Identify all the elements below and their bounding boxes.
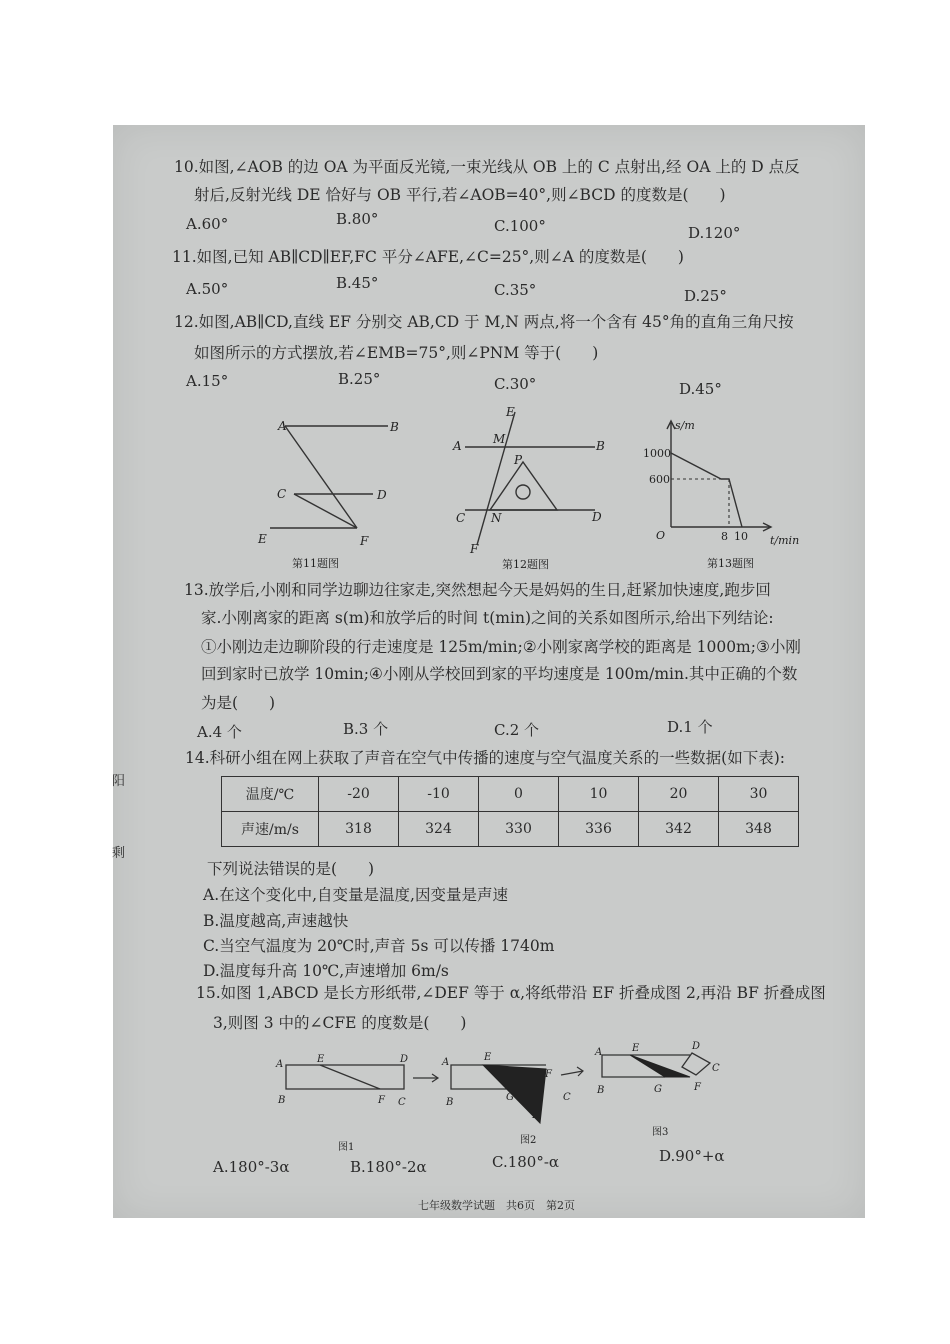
fig15-1-label-e: E [317, 1054, 325, 1065]
fig12-caption: 第12题图 [502, 558, 549, 571]
fig11-label-e: E [258, 532, 267, 546]
figure-12 [445, 400, 615, 570]
q10-option-c: C.100° [494, 217, 546, 235]
fig13-x1: 8 [721, 530, 728, 543]
q14-option-c: C.当空气温度为 20℃时,声音 5s 可以传播 1740m [203, 937, 555, 955]
q13-line2: 家.小刚离家的距离 s(m)和放学后的时间 t(min)之间的关系如图所示,给出下列结论: [201, 609, 774, 627]
fig15-caption-3: 图3 [652, 1127, 669, 1138]
q13-line5: 为是( ) [201, 694, 276, 712]
fig15-3-label-a: A [595, 1047, 603, 1058]
table-cell: 10 [559, 777, 639, 812]
table-header-temperature: 温度/℃ [222, 777, 319, 812]
q13-option-d: D.1 个 [667, 718, 713, 736]
fig15-1-label-b: B [278, 1095, 286, 1106]
fig15-1-label-a: A [276, 1059, 284, 1070]
q14-option-b: B.温度越高,声速越快 [203, 912, 349, 930]
fig15-2-label-g: G [506, 1092, 514, 1103]
q13-line3: ①小刚边走边聊阶段的行走速度是 125m/min;②小刚家离学校的距离是 1000m;③小刚 [201, 638, 801, 656]
fig15-3-label-g: G [654, 1084, 662, 1095]
fig12-label-p: P [514, 453, 523, 467]
q10-line2: 射后,反射光线 DE 恰好与 OB 平行,若∠AOB=40°,则∠BCD 的度数是( ) [194, 186, 726, 204]
fig15-2-label-c: C [563, 1092, 571, 1103]
table-cell: 324 [399, 812, 479, 847]
q12-option-d: D.45° [679, 380, 722, 398]
fig15-3-label-f: F [694, 1082, 701, 1093]
q14-option-a: A.在这个变化中,自变量是温度,因变量是声速 [203, 886, 508, 904]
q14-line1: 14.科研小组在网上获取了声音在空气中传播的速度与空气温度关系的一些数据(如下表): [185, 749, 785, 767]
q13-line1: 13.放学后,小刚和同学边聊边往家走,突然想起今天是妈妈的生日,赶紧加快速度,跑步回 [184, 581, 771, 599]
q14-prompt: 下列说法错误的是( ) [207, 860, 375, 878]
table-cell: 30 [719, 777, 799, 812]
fig11-label-c: C [277, 487, 287, 501]
fig13-y1: 1000 [643, 447, 671, 460]
fig13-origin: O [656, 529, 666, 542]
q10-line1: 10.如图,∠AOB 的边 OA 为平面反光镜,一束光线从 OB 上的 C 点射出,经 OA 上的 D 点反 [174, 158, 800, 176]
q13-option-c: C.2 个 [494, 721, 540, 739]
table-cell: 0 [479, 777, 559, 812]
fig15-2-label-b: B [446, 1097, 454, 1108]
table-cell: 336 [559, 812, 639, 847]
table-cell: -10 [399, 777, 479, 812]
q11-option-c: C.35° [494, 281, 537, 299]
fig15-caption-2: 图2 [520, 1135, 537, 1146]
q13-option-b: B.3 个 [343, 720, 389, 738]
table-row [222, 777, 799, 812]
page-footer: 七年级数学试题 共6页 第2页 [418, 1199, 575, 1212]
table-header-speed: 声速/m/s [222, 812, 319, 847]
table-row [222, 812, 799, 847]
fig13-x2: 10 [734, 530, 748, 543]
fig15-3-label-e: E [632, 1043, 640, 1054]
fig13-ylabel: s/m [675, 419, 695, 432]
speed-temperature-table [221, 776, 799, 847]
fig12-label-f: F [470, 542, 479, 556]
fig11-label-b: B [390, 420, 399, 434]
fig13-xlabel: t/min [770, 534, 800, 547]
fig11-label-d: D [377, 488, 387, 502]
q12-option-a: A.15° [186, 372, 229, 390]
q15-option-d: D.90°+α [659, 1147, 725, 1165]
q15-option-c: C.180°-α [492, 1153, 560, 1171]
fig15-2-label-f: F [545, 1069, 552, 1080]
fig15-3-label-c: C [712, 1063, 720, 1074]
fig12-label-n: N [491, 511, 502, 525]
table-cell: 20 [639, 777, 719, 812]
fig13-y2: 600 [649, 473, 670, 486]
figure-11 [250, 410, 410, 570]
table-cell: -20 [319, 777, 399, 812]
fig15-3-label-d: D [692, 1041, 701, 1052]
figure-13 [635, 415, 810, 570]
fig12-label-c: C [456, 511, 466, 525]
fig15-2-label-a: A [442, 1057, 450, 1068]
q10-option-a: A.60° [186, 215, 229, 233]
q12-line1: 12.如图,AB∥CD,直线 EF 分别交 AB,CD 于 M,N 两点,将一个含有 45°角的直角三角尺按 [174, 313, 794, 331]
table-cell: 330 [479, 812, 559, 847]
fig11-caption: 第11题图 [292, 557, 339, 570]
table-cell: 318 [319, 812, 399, 847]
fig12-label-e: E [506, 405, 515, 419]
fig15-1-label-c: C [398, 1097, 406, 1108]
fig12-label-a: A [453, 439, 462, 453]
figure-15 [270, 1035, 740, 1153]
table-cell: 342 [639, 812, 719, 847]
fig11-label-f: F [360, 534, 369, 548]
fig11-label-a: A [278, 419, 287, 433]
q15-option-b: B.180°-2α [350, 1158, 427, 1176]
q15-line1: 15.如图 1,ABCD 是长方形纸带,∠DEF 等于 α,将纸带沿 EF 折叠成图 2,再沿 BF 折叠成图 [196, 984, 826, 1002]
fig15-1-label-f: F [378, 1095, 385, 1106]
fig12-label-b: B [596, 439, 605, 453]
q15-line2: 3,则图 3 中的∠CFE 的度数是( ) [213, 1014, 467, 1032]
fig12-label-d: D [592, 510, 602, 524]
fig12-label-m: M [493, 432, 506, 446]
q11-option-d: D.25° [684, 287, 727, 305]
q12-option-c: C.30° [494, 375, 537, 393]
table-cell: 348 [719, 812, 799, 847]
q13-option-a: A.4 个 [197, 723, 242, 741]
fig15-caption-1: 图1 [338, 1142, 355, 1153]
q11-option-a: A.50° [186, 280, 229, 298]
q11-line1: 11.如图,已知 AB∥CD∥EF,FC 平分∠AFE,∠C=25°,则∠A 的度数是( ) [172, 248, 684, 266]
q14-option-d: D.温度每升高 10℃,声速增加 6m/s [203, 962, 449, 980]
fig15-2-label-d: D [532, 1110, 541, 1121]
q12-option-b: B.25° [338, 370, 381, 388]
fig15-3-label-b: B [597, 1085, 605, 1096]
q10-option-d: D.120° [688, 224, 741, 242]
margin-char-2: 剩 [112, 846, 126, 861]
q11-option-b: B.45° [336, 274, 379, 292]
q10-option-b: B.80° [336, 210, 379, 228]
fig13-caption: 第13题图 [707, 557, 754, 570]
fig15-1-label-d: D [400, 1054, 409, 1065]
fig15-2-label-e: E [484, 1052, 492, 1063]
q13-line4: 回到家时已放学 10min;④小刚从学校回到家的平均速度是 100m/min.其中正确的个数 [201, 665, 798, 683]
q15-option-a: A.180°-3α [213, 1158, 290, 1176]
margin-char-1: 阳 [112, 774, 126, 789]
q12-line2: 如图所示的方式摆放,若∠EMB=75°,则∠PNM 等于( ) [194, 344, 599, 362]
